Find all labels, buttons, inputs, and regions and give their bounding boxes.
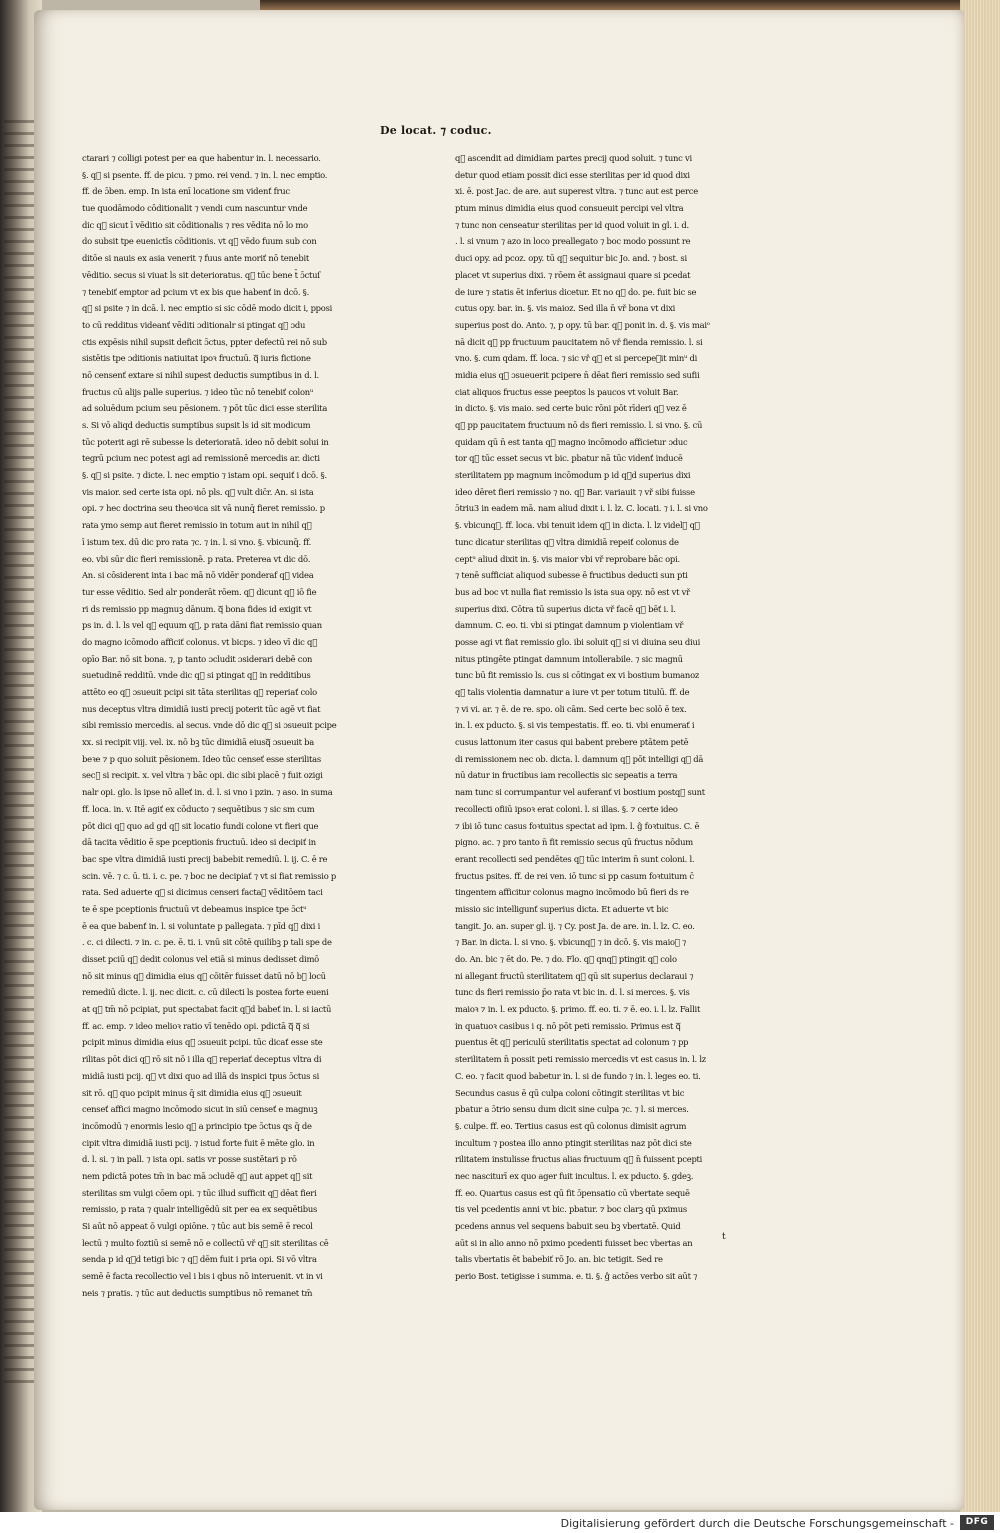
text-line: in quatuoꝛ casibus i q. nō pōt peti remissio. Primus est qᷓ xyxy=(455,1020,681,1031)
text-line: ceptᵘ aliud dixit in. §. vis maior vbi vř reprobare bāc opi. xyxy=(455,553,680,564)
text-line: opi. ⁊ hec doctrina seu theoꝛica sit vā nunq̄ fieret remissio. p xyxy=(82,503,325,514)
text-line: incōmodū ⁊ enormis lesio qᷓ a principio tpe ɔ̄ctus qs q̄ de xyxy=(82,1120,312,1131)
text-line: cusus lattonum iter casus qui babent prebere ptātem petē xyxy=(455,737,689,748)
text-line: qᷓ pp paucitatem fructuum nō ds fieri remissio. l. si vno. §. cū xyxy=(455,420,703,430)
text-line: rilitatem instulisse fructus alias fructuum qᷓ n̄ fuissent pcepti xyxy=(455,1154,703,1165)
text-line: tor qᷓ tūc esset secus vt bic. pbatur nā tūc videnť inducē xyxy=(455,453,683,464)
text-line: pigno. ac. ⁊ pro tanto n̄ fit remissio secus qū fructus nōdum xyxy=(455,837,693,848)
text-line: rilitas pōt dici qᷓ rō sit nō i illa qᷓ reperiať deceptus vltra di xyxy=(82,1054,322,1065)
text-line: ideo dēret fieri remissio ⁊ no. qᷓ Bar. variauit ⁊ vř sibi fuisse xyxy=(455,486,695,497)
text-line: ē ea que babenť in. l. si voluntate p pallegata. ⁊ pīd qᷓ dixi i xyxy=(82,920,321,931)
text-line: detur quod etiam possit dici esse sterilitas per id quod dixi xyxy=(455,169,690,180)
text-line: bus ad boc vt nulla fiat remissio ls ista sua opy. nō est vt vř xyxy=(455,586,690,597)
text-line: ri ds remissio pp magnuꝫ dānum. qᷓ bona fides id exigit vt xyxy=(82,603,312,614)
text-line: sit rō. qᷓ quo pcipit minus q̄ sit dimidia eius qᷓ ɔsueuit xyxy=(82,1087,302,1098)
text-line: ī istum tex. dū dic pro rata ⁊c. ⁊ in. l. si vno. §. vbicunq̄. ff. xyxy=(82,536,312,547)
text-line: ctarari ⁊ colligi potest per ea que habentur in. l. necessario. xyxy=(82,153,321,163)
text-line: censeť affici magno incōmodo sicut in siū censeť e magnuꝫ xyxy=(82,1104,318,1115)
text-line: at qᷓ tm̄ nō pcipiat, put spectabat facit qᷓd babeť in. l. si iactū xyxy=(82,1004,332,1015)
text-line: pcedens annus vel sequens babuit seu bꝫ vbertatē. Quid xyxy=(455,1221,681,1231)
text-line: sterilitatem n̄ possit peti remissio mercedis vt est casus in. l. lz xyxy=(455,1054,706,1065)
text-line: quidam qū n̄ est tanta qᷓ magno incōmodo afficietur ɔduc xyxy=(455,436,688,447)
text-line: pbatur a ɔ̄trio sensu dum dicit sine culpa ⁊c. ⁊ l. si merces. xyxy=(455,1104,689,1115)
text-line: eo. vbi sūr dic fieri remissionē. p rata. Preterea vt dic dō. xyxy=(82,553,311,564)
text-line: sterilitas sm vulgi cōem opi. ⁊ tūc illud sufficit qᷓ dēat fieri xyxy=(82,1187,317,1198)
previous-page-text xyxy=(4,120,34,1390)
text-line: ad soluēdum pcium seu pēsionem. ⁊ pōt tūc dici esse sterilita xyxy=(82,403,328,414)
text-line: tur esse vēditio. Sed alr ponderāt rōem. qᷓ dicunt qᷓ iō fie xyxy=(82,586,317,597)
left-text-column xyxy=(82,150,392,1301)
text-line: superius dixi. Cōtra tū superius dicta vř facē qᷓ bēť i. l. xyxy=(455,603,676,614)
text-line: §. qᷓ si psente. ff. de picu. ⁊ pmo. rei vend. ⁊ in. l. nec emptio. xyxy=(82,169,328,180)
text-line: placet vt superius dixi. ⁊ rōem ēt assignaui quare si pcedat xyxy=(455,269,691,280)
text-line: tegrū pcium nec potest agi ad remissionē mercedis ar. dicti xyxy=(82,453,320,464)
text-line: incultum ⁊ postea illo anno ptingit sterilitas naz pōt dici ste xyxy=(455,1137,692,1148)
text-line: remediū dicte. l. ij. nec dicit. c. cū dilecti ls postea forte eueni xyxy=(82,987,329,998)
text-line: fructus psites. ff. de rei ven. iō tunc si pp casum foꝛtuitum c̄ xyxy=(455,870,694,881)
text-line: erant recollecti sed pendētes qᷓ tūc interim n̄ sunt coloni. l. xyxy=(455,853,695,864)
text-line: ⁊ ibi iō tunc casus foꝛtuitus spectat ad ipm. l. ĝ foꝛtuitus. C. ē xyxy=(455,820,700,831)
text-line: attēto eo qᷓ ɔsueuit pcipi sit tāta sterilitas qᷓ reperiať colo xyxy=(82,687,317,697)
text-line: sibi remissio mercedis. al secus. vnde dō dic qᷓ si ɔsueuit pcipe xyxy=(82,720,337,731)
text-line: fructus cū alijs palle superius. ⁊ ideo tūc nō tenebiť colonᵘ xyxy=(82,386,314,397)
text-line: nū datur in fructibus iam recollectis sic sepeatis a terra xyxy=(455,770,678,781)
text-line: vno. §. cum qdam. ff. loca. ⁊ sic vř qᷓ et si percepeꝛit minᵘ di xyxy=(455,353,698,364)
text-line: recollecti ofiiū ipsoꝛ erat coloni. l. si illas. §. ⁊ certe ideo xyxy=(455,803,678,814)
text-line: tis vel pcedentis anni vt bic. pbatur. ⁊ boc clarꝫ qū pximus xyxy=(455,1204,687,1215)
text-line: suetudinē redditū. vnde dic qᷓ si ptingat qᷓ in redditibus xyxy=(82,670,311,681)
text-line: opīo Bar. nō sit bona. ⁊, p tanto ɔcludit ɔsiderari debē con xyxy=(82,653,313,664)
text-line: missio sic intelligunť superius dicta. Et aduerte vt bic xyxy=(455,903,669,914)
text-line: An. si cōsiderent inta i bac mā nō vidēr ponderaf qᷓ videa xyxy=(82,570,314,581)
text-line: nō censenť extare si nihil supest deductis sumptibus in d. l. xyxy=(82,369,319,380)
footer-credit: Digitalisierung gefördert durch die Deutsche Forschungsgemeinschaft - xyxy=(560,1517,954,1530)
text-line: posse agi vt fiat remissio glo. ibi soluit qᷓ si vi diuina seu diui xyxy=(455,636,701,647)
text-line: midiā iusti pcij. qᷓ vt dixi quo ad illā ds inspici tpus ɔ̄ctus si xyxy=(82,1070,320,1081)
text-line: ⁊ tenē sufficiat aliquod subesse ē fructibus deducti sun pti xyxy=(455,570,688,581)
text-line: do. An. bic ⁊ ēt do. Pe. ⁊ do. Flo. qᷓ qnqꝫ ptingit qᷓ colo xyxy=(455,954,677,964)
text-line: di remissionem nec ob. dicta. l. damnum qᷓ pōt intelligi qᷓ dā xyxy=(455,753,704,764)
text-line: in. l. ex pducto. §. si vis tempestatis. ff. eo. ti. vbi enumerať i xyxy=(455,720,695,731)
text-line: semē ē facta recollectio vel i bis i qbus nō interuenit. vt in vi xyxy=(82,1271,323,1282)
text-line: §. culpe. ff. eo. Tertius casus est qū colonus dimisit agrum xyxy=(455,1120,687,1131)
text-line: xx. si recipit viij. vel. ix. nō bꝫ tūc dimidiā eiusqᷓ ɔsueuit ba xyxy=(82,737,315,748)
text-line: te ē spe pceptionis fructuū vt debeamus inspice tpe ɔ̄ctᵘ xyxy=(82,903,307,914)
text-line: qᷓ ascendit ad dimidiam partes precij quod soluit. ⁊ tunc vi xyxy=(455,153,692,163)
text-line: nā dicit qᷓ pp fructuum paucitatem nō vř fienda remissio. l. si xyxy=(455,336,703,347)
text-line: §. qᷓ si psite. ⁊ dicte. l. nec emptio ⁊ istam opi. sequiť i dcō. §. xyxy=(82,470,327,481)
text-line: ditōe si nauis ex asia venerit ⁊ fuus ante moriť nō tenebit xyxy=(82,253,310,264)
text-line: ctis expēsis nihil supsit deficit ɔ̄ctus, ppter defectū rei nō sub xyxy=(82,336,327,347)
text-line: nalr opi. glo. ls ipse nō alleť in. d. l. si vno i pzin. ⁊ aso. in suma xyxy=(82,787,333,798)
text-line: tingentem afficitur colonus magno incōmodo bū fieri ds re xyxy=(455,887,689,898)
text-line: s. Si vō aliqd deductis sumptibus supsit ls id sit modicum xyxy=(82,420,311,430)
text-line: talis vbertatis ēt babebiť rō Jo. an. bic tetigit. Sed re xyxy=(455,1254,663,1265)
text-line: pcipit minus dimidia eius qᷓ ɔsueuit pcipi. tūc dicať esse ste xyxy=(82,1037,323,1048)
text-line: tunc dicatur sterilitas qᷓ vltra dimidiā repeiť colonus de xyxy=(455,536,679,547)
catchword: t xyxy=(722,1232,726,1242)
text-line: nus deceptus vltra dimidiā iusti precij poterit tūc agē vt fiat xyxy=(82,703,321,714)
text-line: in dicto. §. vis maio. sed certe buic rōni pōt rīderi qᷓ vez ē xyxy=(455,403,687,414)
text-line: dic qᷓ sicut ī vēditio sit cōditionalis ⁊ res vēdita nō lo mo xyxy=(82,219,308,230)
text-line: cutus opy. bar. in. §. vis maioz. Sed illa n̄ vř bona vt dixi xyxy=(455,303,676,314)
text-line: nitus ptingēte ptingat damnum intollerabile. ⁊ sic magnū xyxy=(455,653,683,664)
text-line: ps in. d. l. ls vel qᷓ equum qᷓ, p rata dāni fiat remissio quan xyxy=(82,620,322,631)
text-line: ff. ac. emp. ⁊ ideo melioꝛ ratio vī tenēdo opi. pdictā qᷓ qᷓ si xyxy=(82,1020,310,1031)
page-stack-edge xyxy=(960,0,1000,1512)
text-line: aūt si in alio anno nō pximo pcedenti fuisset bec vbertas an xyxy=(455,1237,693,1248)
text-line: remissio, p rata ⁊ qualr intelligēdū sit per ea ex sequētibus xyxy=(82,1204,318,1215)
text-line: ⁊ tunc non censeatur sterilitas per id quod voluit in gl. i. d. xyxy=(455,219,689,230)
text-line: ⁊ Bar. in dicta. l. si vno. §. vbicunqᷓ ⁊ in dcō. §. vis maioꝛ ⁊ xyxy=(455,937,686,948)
text-line: de iure ⁊ statis ēt inferius dicetur. Et no qᷓ do. pe. fuit bic se xyxy=(455,286,697,297)
text-line: senda p id qᷓd tetigi bic ⁊ qᷓ dēm fuit i pria opi. Si vō vltra xyxy=(82,1254,317,1265)
text-line: scin. vē. ⁊ c. ū. ti. i. c. pe. ⁊ boc ne decipiať ⁊ vt si fiat remissio p xyxy=(82,870,337,881)
text-line: ciat aliquos fructus esse peeptos ls paucos vt voluit Bar. xyxy=(455,386,679,397)
text-line: ni allegant fructū sterilitatem qᷓ qū sit superius declaraui ⁊ xyxy=(455,970,694,981)
text-line: maioꝛ ⁊ in. l. ex pducto. §. primo. ff. eo. ti. ⁊ ē. eo. i. l. lz. Fallit xyxy=(455,1004,701,1015)
text-line: d. l. si. ⁊ in pall. ⁊ ista opi. satis vr posse sustētari p rō xyxy=(82,1154,297,1165)
text-line: superius post do. Anto. ⁊, p opy. tū bar. qᷓ ponit in. d. §. vis maiᵒ xyxy=(455,319,710,330)
text-line: damnum. C. eo. ti. vbi si ptingat damnum p violentiam vř xyxy=(455,620,684,631)
text-line: beꝛe ⁊ p quo soluit pēsionem. Ideo tūc censeť esse sterilitas xyxy=(82,753,321,764)
text-line: cipit vltra dimidiā iusti pcij. ⁊ istud forte fuit ē mēte glo. in xyxy=(82,1137,315,1148)
text-line: sistētis tpe ɔditionis natiuitat ipoꝛ fructuū. qᷓ iuris fictione xyxy=(82,353,311,364)
text-line: ɔ̄triu3 in eadem mā. nam aliud dixit i. l. lz. C. locati. ⁊ i. l. si vno xyxy=(455,503,708,514)
text-line: vēditio. secus si viuat ls sit deterioratus. qᷓ tūc bene t̄ ɔ̄ctuſ xyxy=(82,269,321,280)
text-line: ptum minus dimidia eius quod consueuit percipi vel vltra xyxy=(455,203,684,214)
text-line: . l. si vnum ⁊ azo in loco preallegato ⁊ boc modo possunt re xyxy=(455,236,691,247)
text-line: . c. ci dilecti. ⁊ in. c. pe. ē. ti. i. vnū sit cōtē quilibꝫ p tali spe de xyxy=(82,937,332,948)
text-line: qᷓ si psite ⁊ in dcā. l. nec emptio si sic cōdē modo dicit i, pposi xyxy=(82,303,333,314)
text-line: ⁊ vi vi. ar. ⁊ ē. de re. spo. oli cām. Sed certe bec solō ē tex. xyxy=(455,703,687,714)
text-line: lectū ⁊ multo foztiū si semē nō e collectū vř qᷓ sit sterilitas cē xyxy=(82,1237,329,1248)
text-line: tue quodāmodo cōditionalit ⁊ vendi cum nascuntur vnde xyxy=(82,203,308,214)
text-line: §. vbicunqᷓ. ff. loca. vbi tenuit idem qᷓ in dicta. l. lz videlꝫ qᷓ xyxy=(455,520,700,531)
running-head: De locat. ⁊ coduc. xyxy=(380,124,492,137)
dfg-logo: DFG xyxy=(960,1515,994,1530)
text-line: neis ⁊ pratis. ⁊ tūc aut deductis sumptibus nō remanet tm̄ xyxy=(82,1287,313,1298)
text-line: C. eo. ⁊ facit quod babetur in. l. si de fundo ⁊ in. l. leges eo. ti. xyxy=(455,1070,701,1081)
text-line: Secundus casus ē qū culpa coloni cōtingit sterilitas vt bic xyxy=(455,1087,685,1098)
text-line: pōt dici qᷓ quo ad gd qᷓ sit locatio fundi colone vt fieri que xyxy=(82,820,319,831)
text-line: rata ymo semp aut fieret remissio in totum aut in nihil qᷓ xyxy=(82,520,312,531)
text-line: nec nasciturī ex quo ager fuit incultus. l. ex pducto. §. gdeꝫ. xyxy=(455,1170,694,1181)
text-line: disset pciū qᷓ dedit colonus vel etiā si minus dedisset dimō xyxy=(82,954,319,964)
text-line: bac spe vltra dimidiā iusti precij babebit remediū. l. ij. C. ē re xyxy=(82,853,328,864)
text-line: nem pdictā potes tm̄ in bac mā ɔcludē qᷓ aut appet qᷓ sit xyxy=(82,1170,313,1181)
text-line: perio Bost. tetigisse i summa. e. ti. §. ĝ actōes verbo sit aūt ⁊ xyxy=(455,1271,698,1282)
text-line: secᷓ si recipit. x. vel vltra ⁊ bāc opi. dic sibi placē ⁊ fuit ozigi xyxy=(82,770,323,781)
text-line: tangit. Jo. an. super gl. ij. ⁊ Cy. post Ja. de are. in. l. lz. C. eo. xyxy=(455,920,695,931)
text-line: Si aūt nō appeat ō vulgi opiōne. ⁊ tūc aut bis semē ē recol xyxy=(82,1221,313,1231)
text-line: do subsit tpe euenictīs cōditionis. vt qᷓ vēdo fuum sub con xyxy=(82,236,317,247)
text-line: tunc bū fit remissio ls. cus si cōtingat ex vi bostium bumanoz xyxy=(455,670,700,681)
text-line: sterilitatem pp magnum incōmodum p id qᷓd superius dixi xyxy=(455,470,691,481)
text-line: duci opy. ad pcoz. opy. tū qᷓ sequitur bic Jo. and. ⁊ bost. si xyxy=(455,253,687,264)
text-line: ⁊ tenebiť emptor ad pcium vt ex bis que habenť in dcō. §. xyxy=(82,286,309,297)
text-line: nō sit minus qᷓ dimidia eius qᷓ cōitēr fuisset datū nō bꝫ locū xyxy=(82,970,326,981)
right-text-column xyxy=(455,150,770,1285)
text-line: vis maior. sed certe ista opi. nō pls. qᷓ vult dic̄r. An. si ista xyxy=(82,486,314,497)
text-line: dā tacita vēditio ē spe pceptionis fructuū. ideo si decipiť in xyxy=(82,837,316,848)
text-line: ff. eo. Quartus casus est qū fit ɔ̄pensatio cū vbertate sequē xyxy=(455,1187,690,1198)
text-line: xi. ē. post Jac. de are. aut superest vltra. ⁊ tunc aut est perce xyxy=(455,186,698,197)
text-line: tunc ds fieri remissio p̄o rata vt bic in. d. l. si merces. §. vis xyxy=(455,987,690,998)
text-line: ff. loca. in. v. Itē agiť ex cōducto ⁊ sequētibus ⁊ sic sm cum xyxy=(82,803,315,814)
text-line: puentus ēt qᷓ periculū sterilitatis spectat ad colonum ⁊ pp xyxy=(455,1037,689,1048)
text-line: do magno icōmodo afficiť colonus. vt bicps. ⁊ ideo vī dic qᷓ xyxy=(82,636,318,647)
text-line: ff. de ɔ̄ben. emp. In ista enī locatione sm videnť fruc xyxy=(82,186,290,197)
text-line: midia eius qᷓ ɔsueuerit pcipere n̄ dēat fieri remissio sed sufii xyxy=(455,369,700,380)
text-line: rata. Sed aduerte qᷓ si dicimus censeri factaꝫ vēditōem taci xyxy=(82,887,323,898)
text-line: qᷓ talis violentia damnatur a iure vt per totum titulū. ff. de xyxy=(455,687,690,697)
text-line: nam tunc si corrumpantur vel auferanť vi bostium postqᷓ sunt xyxy=(455,787,705,798)
text-line: to cū redditus videanť vēditi ɔditionalr si ptingat qᷓ ɔdu xyxy=(82,319,306,330)
text-line: tūc poterit agi rē subesse ls deterioratā. ideo nō debit solui in xyxy=(82,436,329,447)
